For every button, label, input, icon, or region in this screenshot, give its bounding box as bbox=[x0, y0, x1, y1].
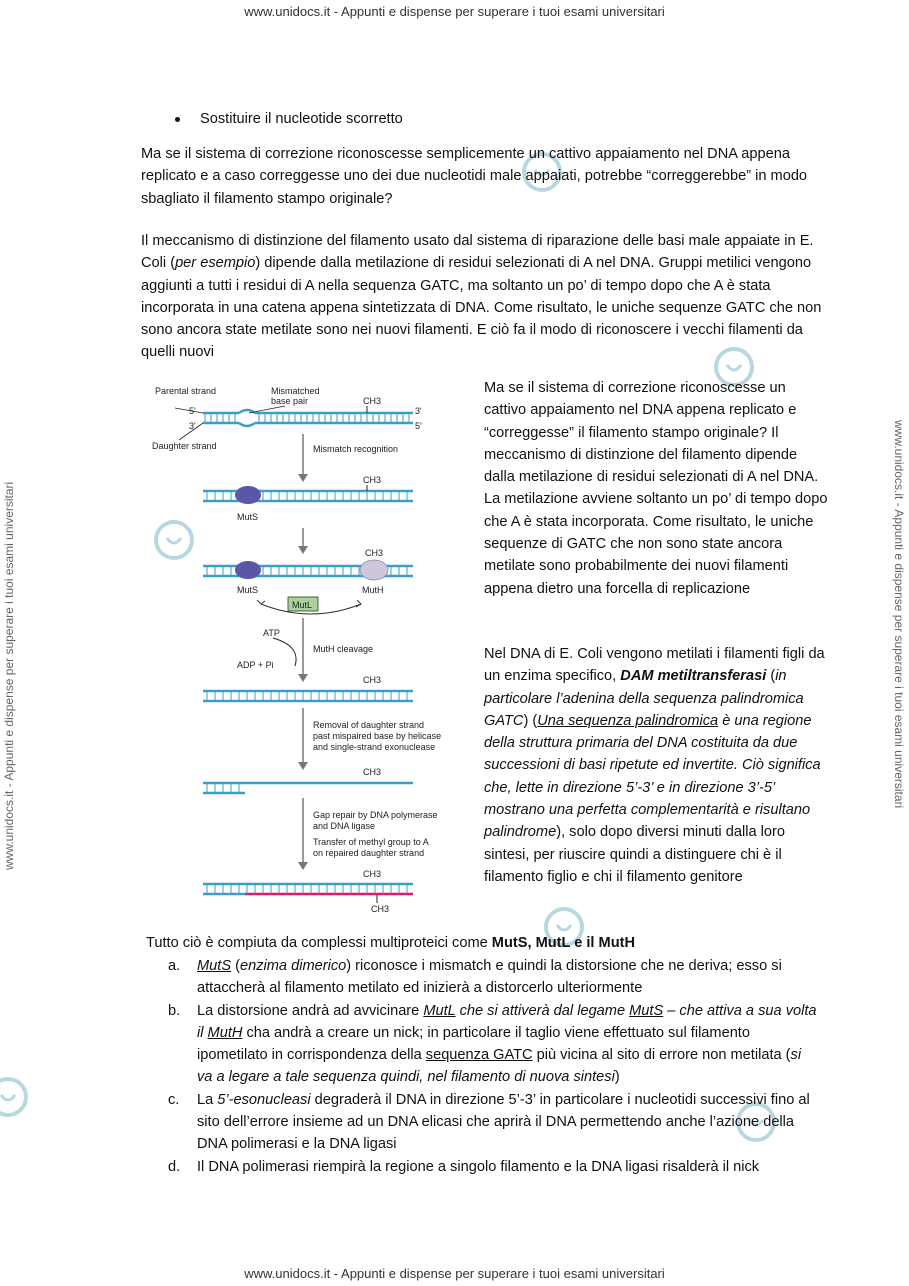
text-run-underline: MutS bbox=[629, 1002, 664, 1019]
fig-label-mutl: MutL bbox=[292, 600, 313, 610]
fig-label-transfer-1: Transfer of methyl group to A bbox=[313, 837, 429, 847]
fig-label-mismatch-recognition: Mismatch recognition bbox=[313, 444, 399, 454]
text-run-bold-italic: DAM metiltransferasi bbox=[620, 668, 767, 685]
fig-label-ch3: CH3 bbox=[363, 675, 382, 685]
text-run-italic: per esempio bbox=[175, 255, 256, 272]
fig-label-muts: MutS bbox=[237, 585, 259, 595]
side-watermark-right: www.unidocs.it - Appunti e dispense per superare i tuoi esami universitari bbox=[892, 420, 906, 809]
text-run-italic: è una regione della struttura primaria del DNA costituita da due successioni di basi ripetute ed invertite. Ciò significa che, lette in direzione 5’-3’ e in direzione 3’-5’ mostrano una perfetta complementarità e risultano palindrome bbox=[484, 712, 821, 841]
dna-duplex bbox=[203, 410, 413, 426]
dna-duplex bbox=[203, 691, 413, 701]
fig-label-muth: MutH bbox=[362, 585, 384, 595]
fig-label-gap-repair-2: and DNA ligase bbox=[313, 821, 376, 831]
paragraph-right-1: Ma se il sistema di correzione riconoscesse un cattivo appaiamento nel DNA appena replicato e “correggesse” il filamento stampo originale? Il meccanismo di distinzione del filamento dipende dalla metilazione di residui selezionati di A nel DNA. La metilazione avviene soltanto un po’ di tempo dopo che A è stata incorporata. Come risultato, le uniche sequenze di GATC che non sono state ancora metilate sono probabilmente dei nuovi filamenti appena dietro una forcella di replicazione bbox=[484, 380, 828, 597]
text-run-underline: Una sequenza palindromica bbox=[537, 712, 719, 729]
text-run-underline: MutL bbox=[423, 1002, 456, 1019]
fig-label-adp: ADP + Pi bbox=[237, 660, 274, 670]
list-item-label: d. bbox=[168, 1158, 181, 1175]
fig-label-gap-repair-1: Gap repair by DNA polymerase bbox=[313, 810, 438, 820]
fig-label-muts: MutS bbox=[237, 512, 259, 522]
text-run: ( bbox=[766, 668, 776, 685]
mismatch-repair-figure bbox=[145, 378, 465, 918]
page-header-watermark: www.unidocs.it - Appunti e dispense per superare i tuoi esami universitari bbox=[244, 4, 665, 19]
fig-label-ch3: CH3 bbox=[363, 767, 382, 777]
fig-label-ch3: CH3 bbox=[363, 869, 382, 879]
list-item-label: a. bbox=[168, 958, 181, 974]
dna-duplex-repaired bbox=[203, 884, 413, 894]
text-run: Il DNA polimerasi riempirà la regione a singolo filamento e la DNA ligasi risalderà il nick bbox=[197, 1158, 760, 1175]
fig-label-parental-strand: Parental strand bbox=[155, 386, 217, 396]
text-run: La distorsione andrà ad avvicinare bbox=[197, 1002, 424, 1019]
list-intro bbox=[146, 932, 635, 954]
text-run-italic: si va a legare a tale sequenza quindi, nel filamento di nuova sintesi bbox=[197, 1047, 802, 1086]
fig-label-base-pair: base pair bbox=[271, 396, 309, 406]
text-run: degraderà il DNA in direzione 5’-3’ in particolare i nucleotidi successivi fino al sito dell’errore insieme ad un DNA elicasi che aprirà il DNA permettendo anche l’azione della DNA polimerasi e la DNA ligasi bbox=[197, 1091, 810, 1153]
fig-label-removal-2: past mispaired base by helicase bbox=[313, 731, 442, 741]
text-run: cha andrà a creare un nick; in particolare il taglio viene effettuato sul filamento ipometilato in corrispondenza della bbox=[197, 1024, 750, 1064]
text-run-italic: – che attiva a sua volta il bbox=[197, 1002, 817, 1041]
text-run: ) dipende dalla metilazione di residui selezionati di A nel DNA. Gruppi metilici vengono aggiunti a tutti i residui di A nella sequenza GATC, ma soltanto un po’ di tempo dopo che A è stata incorporata in una catena appena sintetizzata di DNA. Come risultato, le uniche sequenze GATC che non sono ancora state metilate sono nei nuovi filamenti. E ciò fa il modo di riconoscere i vecchi filamenti da quelli nuovi bbox=[141, 255, 822, 361]
text-run: ), solo dopo diversi minuti dalla loro sintesi, per riuscire quindi a distinguere chi è il filamento figlio e chi il filamento genitore bbox=[484, 824, 785, 885]
dna-duplex-gapped bbox=[203, 783, 413, 793]
muts-protein bbox=[235, 561, 261, 579]
fig-label-5prime: 5' bbox=[189, 406, 196, 416]
text-run-italic: 5’-esonucleasi bbox=[217, 1091, 311, 1108]
paragraph-question: Ma se il sistema di correzione riconoscesse semplicemente un cattivo appaiamento nel DNA appena replicato e a caso correggesse uno dei due nucleotidi male appaiati, potrebbe “correggerebbe” in modo sbagliato il filamento stampo originale? bbox=[141, 146, 808, 207]
list-item bbox=[168, 1089, 818, 1156]
paragraph-mechanism bbox=[141, 230, 831, 364]
fig-label-removal-3: and single-strand exonuclease bbox=[313, 742, 436, 752]
fig-label-removal-1: Removal of daughter strand bbox=[313, 720, 425, 730]
text-run: ( bbox=[231, 958, 240, 974]
watermark-logo-icon bbox=[0, 1075, 30, 1119]
fig-label-transfer-2: on repaired daughter strand bbox=[313, 848, 425, 858]
text-run-underline: MutS bbox=[197, 958, 232, 974]
list-item bbox=[168, 1000, 818, 1089]
fig-label-daughter-strand: Daughter strand bbox=[152, 441, 217, 451]
text-run-underline: MutH bbox=[207, 1024, 243, 1041]
text-run: ) riconosce i mismatch e quindi la distorsione che ne deriva; esso si attaccherà al filamento metilato ed inizierà a distorcerlo ulteriormente bbox=[197, 958, 782, 997]
text-run-underline: sequenza GATC bbox=[425, 1047, 533, 1064]
muth-protein bbox=[360, 560, 388, 580]
text-run: ) ( bbox=[523, 712, 538, 729]
text-run: Nel DNA di E. Coli vengono metilati i filamenti figli da un enzima specifico, bbox=[484, 646, 825, 685]
side-watermark-left: www.unidocs.it - Appunti e dispense per superare i tuoi esami universitari bbox=[2, 481, 16, 870]
list-item-label: b. bbox=[168, 1002, 181, 1019]
fig-label-5prime-right: 5' bbox=[415, 421, 422, 431]
text-run-italic: in particolare l’adenina della sequenza palindromica GATC bbox=[484, 668, 804, 729]
text-run: Il meccanismo di distinzione del filamento usato dal sistema di riparazione delle basi male appaiate in E. Coli ( bbox=[141, 233, 814, 272]
text-run: Tutto ciò è compiuta da complessi multiproteici come bbox=[146, 935, 492, 951]
fig-label-atp: ATP bbox=[263, 628, 280, 638]
muts-protein bbox=[235, 486, 261, 504]
page-footer-watermark: www.unidocs.it - Appunti e dispense per superare i tuoi esami universitari bbox=[244, 1266, 665, 1281]
fig-label-ch3: CH3 bbox=[371, 904, 390, 914]
text-run-italic: enzima dimerico bbox=[239, 958, 347, 974]
text-run: più vicina al sito di errore non metilata ( bbox=[532, 1047, 791, 1064]
bullet-text: Sostituire il nucleotide scorretto bbox=[200, 111, 403, 127]
list-item bbox=[168, 1156, 818, 1178]
fig-label-ch3: CH3 bbox=[363, 475, 382, 485]
fig-label-mismatched: Mismatched bbox=[271, 386, 320, 396]
paragraph-right-2 bbox=[484, 643, 829, 888]
fig-label-ch3: CH3 bbox=[363, 396, 382, 406]
dna-duplex bbox=[203, 491, 413, 501]
list-item bbox=[168, 955, 818, 1000]
fig-label-ch3: CH3 bbox=[365, 548, 384, 558]
text-run: La bbox=[197, 1091, 218, 1108]
enzyme-steps-list bbox=[168, 955, 818, 1178]
list-item-label: c. bbox=[168, 1091, 180, 1108]
text-run: ) bbox=[614, 1069, 620, 1086]
fig-label-3prime: 3' bbox=[189, 421, 196, 431]
bullet-dot-icon bbox=[175, 117, 180, 122]
fig-label-muth-cleavage: MutH cleavage bbox=[313, 644, 374, 654]
text-run-bold: MutS, MutL e il MutH bbox=[491, 935, 636, 951]
text-run-italic: che si attiverà dal legame bbox=[455, 1002, 630, 1019]
fig-label-3prime-right: 3' bbox=[415, 406, 422, 416]
